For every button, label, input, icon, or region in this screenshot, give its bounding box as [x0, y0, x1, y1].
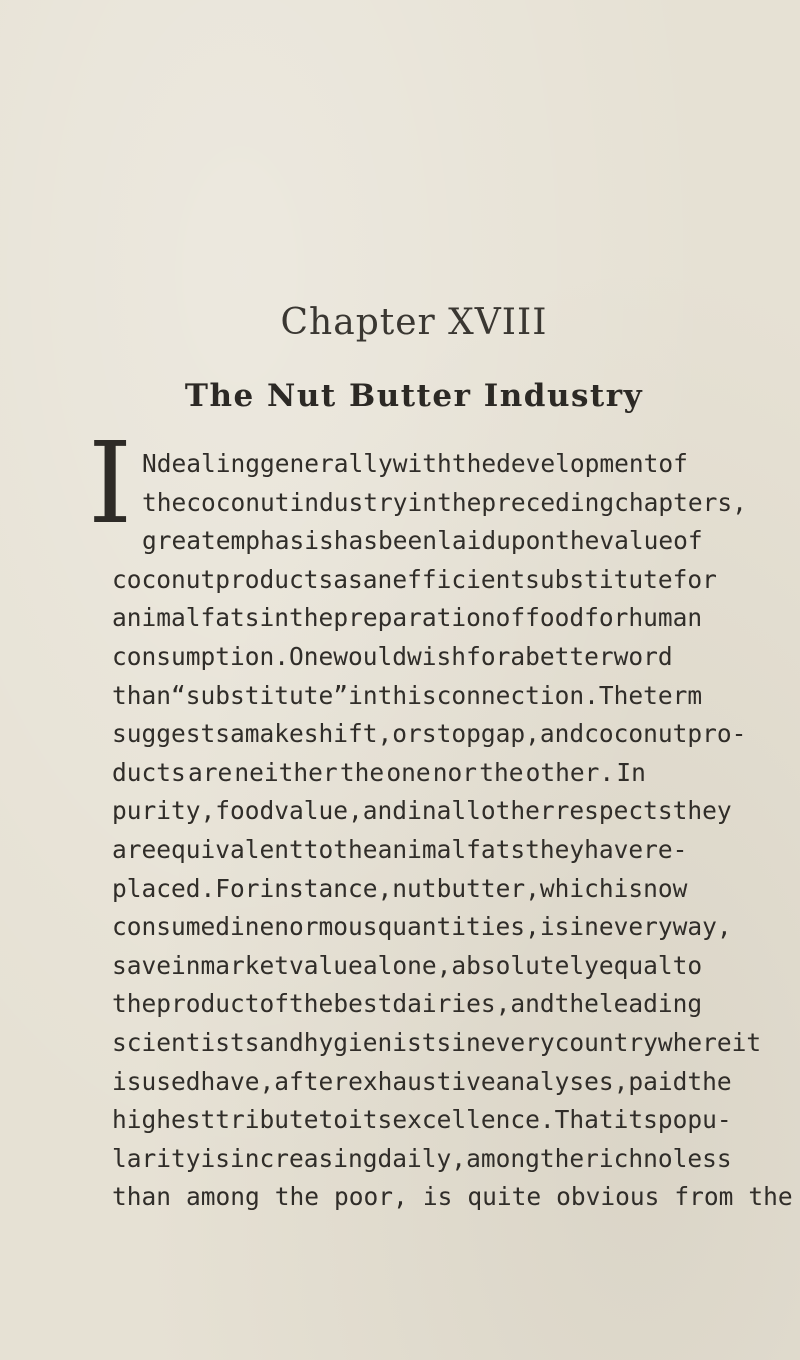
chapter-title: The Nut Butter Industry [184, 378, 644, 414]
word: re- [643, 835, 688, 864]
word: to [672, 951, 703, 980]
chapter-number: Chapter XVIII [280, 302, 548, 343]
text-line [112, 719, 747, 749]
word: better [525, 642, 614, 671]
word: other [480, 796, 555, 825]
word: from [674, 1182, 734, 1211]
word: daily, [377, 1144, 467, 1173]
word: N [142, 449, 157, 478]
word: all [436, 796, 481, 825]
text-line [112, 1105, 732, 1135]
word: rich [584, 1144, 644, 1173]
word: wish [407, 642, 467, 671]
word: placed. [112, 874, 216, 903]
word: the [274, 1182, 320, 1211]
word: the [687, 1067, 732, 1096]
word: after [274, 1067, 349, 1096]
word: the [748, 1182, 793, 1211]
word: been [378, 526, 438, 555]
word: they [525, 835, 585, 864]
word: equivalent [156, 835, 304, 864]
word: every [598, 912, 673, 941]
word: of [495, 603, 526, 632]
word: preparation [333, 603, 496, 632]
word: the [555, 526, 600, 555]
text-line [112, 1182, 793, 1212]
word: and [539, 719, 585, 748]
word: scientists [112, 1028, 260, 1057]
text-line [112, 989, 703, 1019]
word: dealing [156, 449, 261, 478]
word: in [259, 603, 290, 632]
word: word [613, 642, 673, 671]
word: no [643, 1144, 673, 1173]
word: food [525, 603, 585, 632]
text-line [142, 526, 703, 556]
word: country [554, 1028, 658, 1057]
word: is [112, 1067, 142, 1096]
word: of [673, 526, 703, 555]
word: the [289, 989, 334, 1018]
word: great [142, 526, 216, 555]
word: larity [112, 1144, 201, 1173]
word: ” [333, 681, 349, 710]
word: or [392, 719, 422, 748]
word: and [510, 989, 555, 1018]
word: and [259, 1028, 304, 1057]
word: as [333, 565, 363, 594]
word: used [141, 1067, 201, 1096]
word: preceding [481, 488, 615, 517]
word: with [392, 449, 452, 478]
word: a [510, 642, 526, 671]
word: ducts [112, 758, 186, 787]
word: nut [392, 874, 437, 903]
word: the [142, 488, 187, 517]
word: have, [200, 1067, 275, 1096]
text-line [112, 565, 717, 595]
word: is [200, 1144, 231, 1173]
word: absolutely [451, 951, 599, 980]
word: save [112, 951, 172, 980]
text-line [112, 642, 673, 672]
word: obvious [556, 1182, 660, 1211]
word: stopgap, [421, 719, 540, 748]
word: neither [234, 758, 338, 787]
word: exhaustive [348, 1067, 496, 1096]
text-line [112, 1067, 732, 1097]
word: of [259, 989, 290, 1018]
word: the [112, 989, 157, 1018]
word: in [171, 951, 201, 980]
text-line [112, 951, 703, 981]
word: every [480, 1028, 555, 1057]
text-line [112, 1144, 732, 1174]
word: which [539, 874, 614, 903]
word: increasing [230, 1144, 378, 1173]
word: product [156, 989, 260, 1018]
word: enormous [259, 912, 378, 941]
word: best [333, 989, 393, 1018]
word: coconut [112, 565, 216, 594]
drop-cap: I [88, 419, 133, 549]
word: analyses, [495, 1067, 629, 1096]
word: value, [274, 796, 363, 825]
word: connection. [436, 681, 599, 710]
word: food [215, 796, 275, 825]
word: for [672, 565, 717, 594]
word: it [731, 1028, 762, 1057]
word: coconut [186, 488, 290, 517]
word: human [628, 603, 703, 632]
word: in [230, 912, 260, 941]
text-line [112, 796, 732, 826]
word: animal [112, 603, 201, 632]
word: quite [467, 1182, 542, 1211]
word: the [554, 989, 599, 1018]
word: an [362, 565, 393, 594]
word: butter, [436, 874, 540, 903]
word: One [289, 642, 334, 671]
word: quantities, [377, 912, 540, 941]
word: would [333, 642, 408, 671]
word: the [437, 488, 482, 517]
word: respects [554, 796, 673, 825]
word: industry [289, 488, 408, 517]
word: of [658, 449, 688, 478]
word: tribute [215, 1105, 319, 1134]
text-line [112, 758, 646, 788]
word: in [348, 681, 378, 710]
word: in [451, 1028, 481, 1057]
word: popu- [657, 1105, 732, 1134]
word: are [112, 835, 157, 864]
word: than [112, 1182, 172, 1211]
word: paid [628, 1067, 688, 1096]
word: pro- [687, 719, 747, 748]
word: animal [377, 835, 467, 864]
word: is [539, 912, 570, 941]
word: this [377, 681, 437, 710]
text-line [142, 488, 747, 518]
word: is [613, 874, 644, 903]
text-line [112, 912, 732, 942]
word: generally [260, 449, 393, 478]
word: less [672, 1144, 732, 1173]
word: among [466, 1144, 540, 1173]
word: one [386, 758, 431, 787]
word: suggests [112, 719, 231, 748]
word: value [289, 951, 363, 980]
word: for [466, 642, 511, 671]
text-line [112, 681, 703, 711]
word: is [422, 1182, 453, 1211]
word: where [657, 1028, 732, 1057]
word: alone, [362, 951, 452, 980]
word: than [112, 681, 172, 710]
word: chapters, [614, 488, 747, 517]
word: consumption. [112, 642, 290, 671]
text-line [142, 449, 688, 479]
word: for [584, 603, 629, 632]
word: upon [496, 526, 556, 555]
word: they [672, 796, 732, 825]
word: the [289, 603, 334, 632]
word: efficient [392, 565, 526, 594]
word: value [599, 526, 674, 555]
text-line [112, 835, 688, 865]
word: in [569, 912, 599, 941]
word: its [613, 1105, 658, 1134]
word: emphasis [215, 526, 334, 555]
word: the [539, 1144, 585, 1173]
word: consumed [112, 912, 231, 941]
text-line [112, 1028, 762, 1058]
word: its [348, 1105, 393, 1134]
word: a [230, 719, 245, 748]
text-line [112, 603, 703, 633]
word: That [554, 1105, 614, 1134]
word: instance, [259, 874, 393, 903]
word: leading [598, 989, 703, 1018]
word: the [451, 449, 497, 478]
word: term [643, 681, 703, 710]
word: poor, [334, 1182, 408, 1211]
word: to [318, 1105, 349, 1134]
word: substitute [185, 681, 334, 710]
word: makeshift, [244, 719, 393, 748]
word: and [362, 796, 408, 825]
word: now [643, 874, 688, 903]
word: In [616, 758, 646, 787]
word: to [303, 835, 334, 864]
word: the [339, 758, 385, 787]
word: in [407, 488, 438, 517]
word: For [215, 874, 260, 903]
word: way, [672, 912, 732, 941]
word: other. [525, 758, 615, 787]
word: products [215, 565, 334, 594]
word: hygienists [303, 1028, 452, 1057]
word: market [200, 951, 290, 980]
word: dairies, [392, 989, 511, 1018]
word: among [186, 1182, 260, 1211]
word: the [333, 835, 378, 864]
word: have [584, 835, 644, 864]
word: nor [432, 758, 478, 787]
word: laid [437, 526, 497, 555]
text-line [112, 874, 688, 904]
word: highest [112, 1105, 216, 1134]
word: the [479, 758, 524, 787]
word: in [407, 796, 437, 825]
word: “ [171, 681, 186, 710]
word: The [598, 681, 644, 710]
word: are [187, 758, 233, 787]
word: development [496, 449, 659, 478]
word: fats [466, 835, 526, 864]
word: has [333, 526, 379, 555]
word: coconut [584, 719, 688, 748]
word: excellence. [392, 1105, 555, 1134]
word: substitute [525, 565, 673, 594]
word: fats [200, 603, 260, 632]
word: equal [598, 951, 673, 980]
word: purity, [112, 796, 216, 825]
